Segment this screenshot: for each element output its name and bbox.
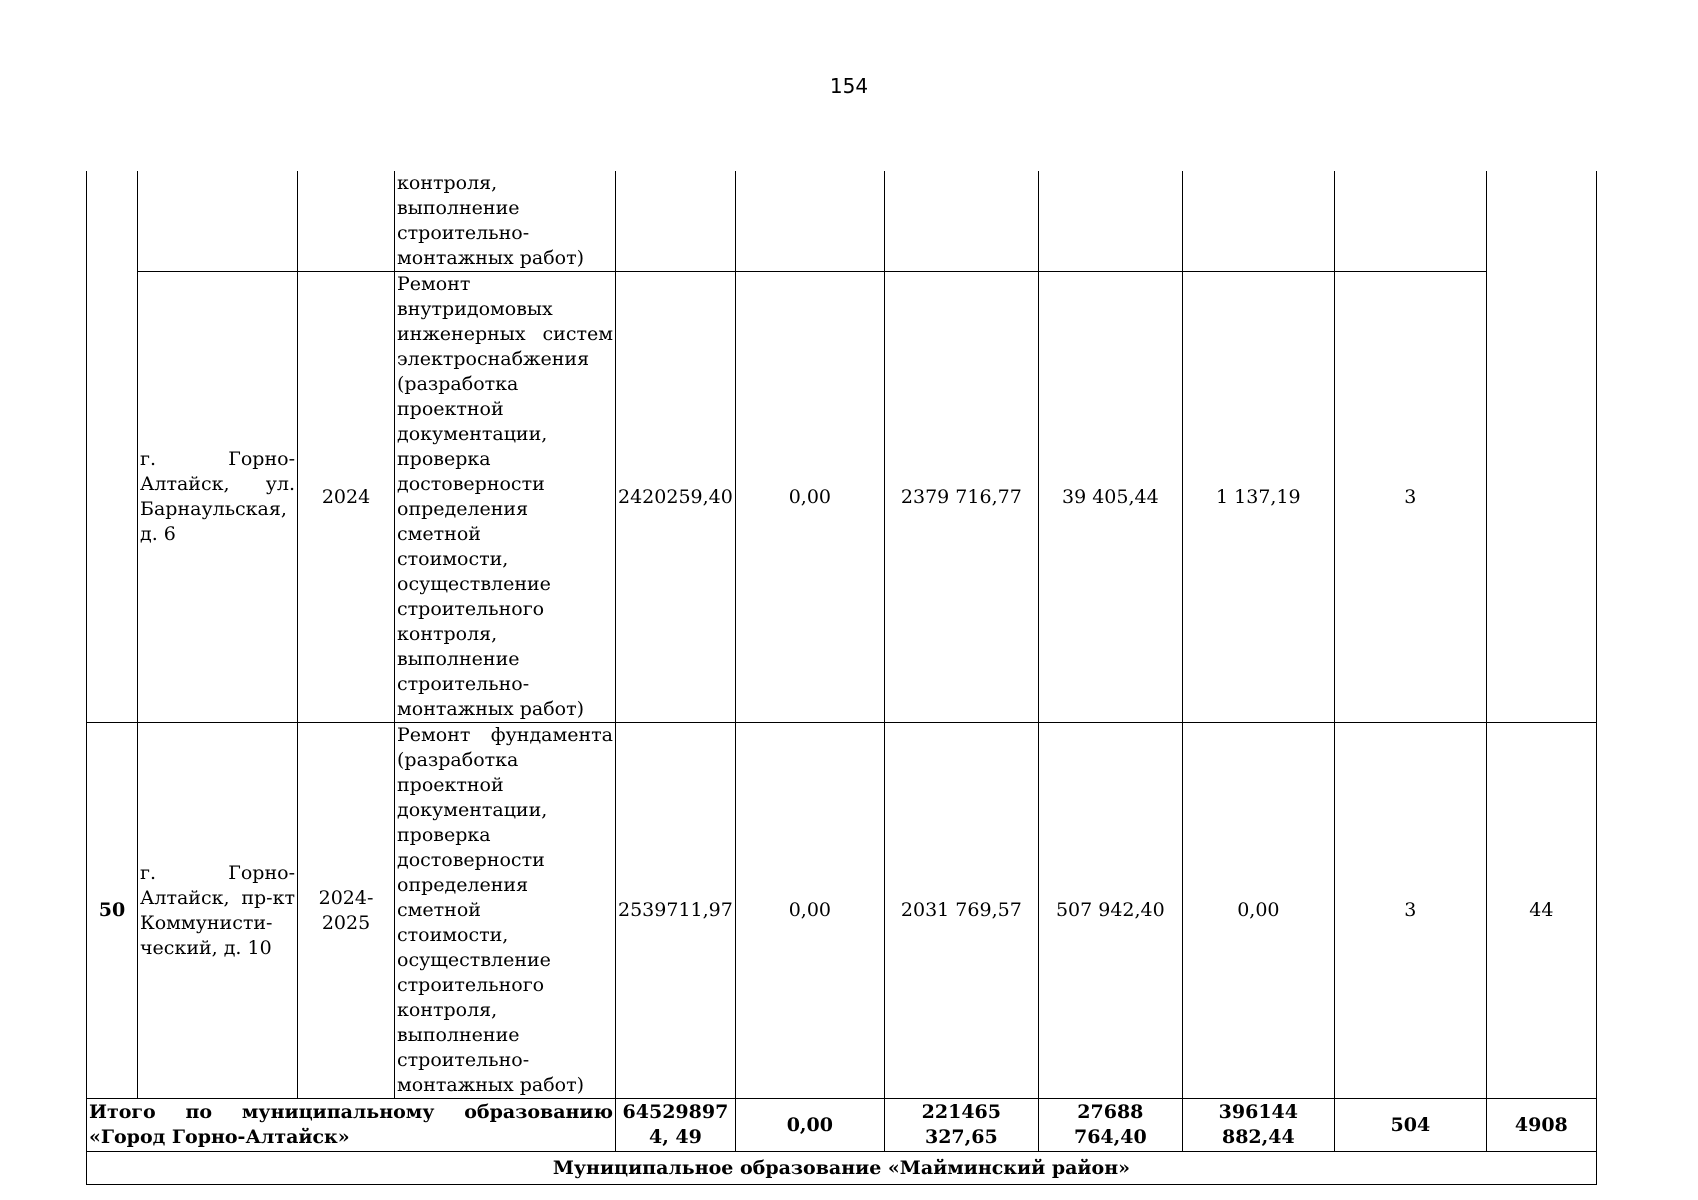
section-title: Муниципальное образование «Майминский район» (87, 1152, 1597, 1185)
cost-cell: 0,00 (735, 1099, 884, 1152)
work-description-cell (395, 171, 616, 272)
table-row (87, 171, 1597, 272)
work-line: строительно- (397, 1049, 530, 1071)
cost-cell (1038, 171, 1182, 272)
address-cell (138, 171, 298, 272)
work-line: Ремонт фундамента (397, 724, 613, 746)
count-cell: 3 (1334, 723, 1486, 1099)
work-line: стоимости, (397, 924, 509, 946)
work-line: монтажных работ) (397, 1074, 585, 1096)
total-row (87, 1099, 1597, 1152)
address-cell: г. Горно-Алтайск, пр-кт Коммунисти-ческий, д. 10 (138, 723, 298, 1099)
work-line: проверка (397, 824, 491, 846)
repair-program-table (86, 171, 1597, 1185)
section-header-row (87, 1152, 1597, 1185)
work-line: документации, (397, 799, 548, 821)
cost-cell: 1 137,19 (1182, 272, 1334, 723)
work-line: определения сметной (397, 498, 529, 545)
cost-cell: 39 405,44 (1038, 272, 1182, 723)
work-line: достоверности (397, 849, 545, 871)
cost-cell (884, 171, 1038, 272)
count-cell (1334, 171, 1486, 272)
cost-total-cell: 2539711,97 (616, 723, 736, 1099)
count-cell: 3 (1334, 272, 1486, 723)
work-description-cell (395, 723, 616, 1099)
work-line: (разработка проектной (397, 373, 519, 420)
cost-cell: 507 942,40 (1038, 723, 1182, 1099)
cost-total-cell (616, 171, 736, 272)
cost-cell: 2031 769,57 (884, 723, 1038, 1099)
cost-cell: 221465 327,65 (884, 1099, 1038, 1152)
total-label: Итого по муниципальному образованию «Город Горно-Алтайск» (87, 1099, 616, 1152)
page-number: 154 (829, 74, 869, 98)
work-line: контроля, выполнение (397, 172, 520, 219)
year-cell: 2024 (298, 272, 395, 723)
count-cell: 44 (1486, 723, 1596, 1099)
address-cell: г. Горно-Алтайск, ул. Барнаульская, д. 6 (138, 272, 298, 723)
work-line: монтажных работ) (397, 698, 585, 720)
work-line: инженерных систем (397, 323, 613, 345)
count-cell (1486, 171, 1596, 723)
work-line: достоверности (397, 473, 545, 495)
work-line: проверка (397, 448, 491, 470)
work-line: стоимости, (397, 548, 509, 570)
work-line: определения сметной (397, 874, 529, 921)
work-line: строительно- (397, 222, 530, 244)
cost-cell: 0,00 (1182, 723, 1334, 1099)
cost-cell (1182, 171, 1334, 272)
cost-total-cell: 2420259,40 (616, 272, 736, 723)
count-cell: 4908 (1486, 1099, 1596, 1152)
work-line: строительно- (397, 673, 530, 695)
work-line: монтажных работ) (397, 247, 585, 269)
table-row (87, 723, 1597, 1099)
work-line: внутридомовых (397, 298, 553, 320)
year-cell (298, 171, 395, 272)
count-cell: 504 (1334, 1099, 1486, 1152)
work-line: Ремонт (397, 273, 471, 295)
cost-cell: 27688 764,40 (1038, 1099, 1182, 1152)
cost-cell: 2379 716,77 (884, 272, 1038, 723)
work-line: контроля, выполнение (397, 623, 520, 670)
work-line: строительного (397, 974, 545, 996)
work-line: электроснабжения (397, 348, 590, 370)
cost-cell: 0,00 (735, 723, 884, 1099)
work-line: осуществление (397, 949, 551, 971)
work-line: осуществление (397, 573, 551, 595)
year-cell: 2024-2025 (298, 723, 395, 1099)
work-line: документации, (397, 423, 548, 445)
cost-total-cell: 645298974, 49 (616, 1099, 736, 1152)
cost-cell: 396144 882,44 (1182, 1099, 1334, 1152)
work-line: (разработка проектной (397, 749, 519, 796)
work-line: строительного (397, 598, 545, 620)
cost-cell: 0,00 (735, 272, 884, 723)
work-line: контроля, выполнение (397, 999, 520, 1046)
cost-cell (735, 171, 884, 272)
row-number-cell (87, 171, 138, 723)
work-description-cell (395, 272, 616, 723)
table-row (87, 272, 1597, 723)
row-number-cell: 50 (87, 723, 138, 1099)
